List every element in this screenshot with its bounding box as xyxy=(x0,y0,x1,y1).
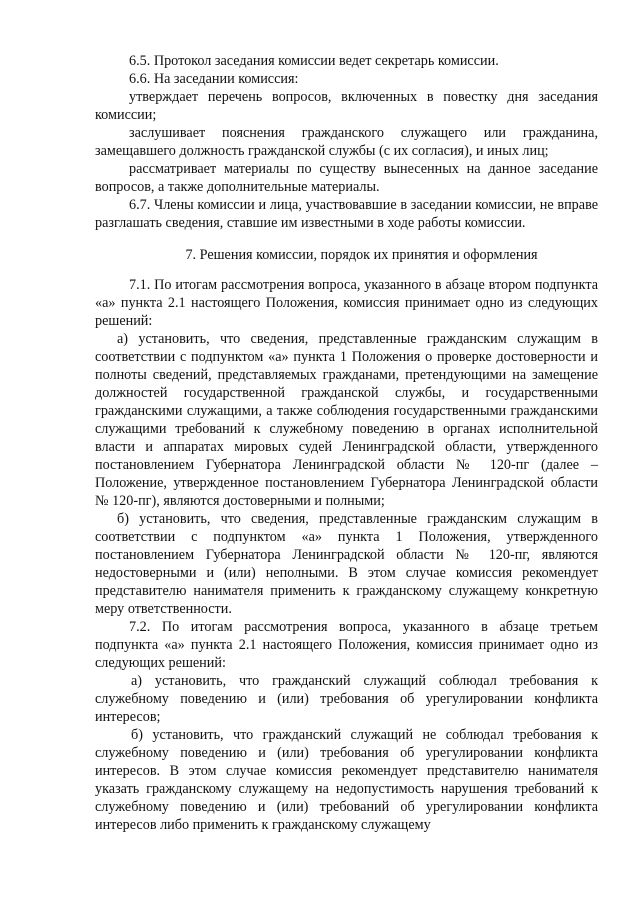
document-body xyxy=(95,52,598,834)
paragraph-7-2: 7.2. По итогам рассмотрения вопроса, указанного в абзаце третьем подпункта «а» пункта 2.1 настоящего Положения, комиссия принимает одно из следующих решений: xyxy=(95,619,598,671)
paragraph-6-6-item-b: заслушивает пояснения гражданского служащего или гражданина, замещавшего должность гражданской службы (с их согласия), и иных лиц; xyxy=(95,125,598,159)
paragraph-6-7: 6.7. Члены комиссии и лица, участвовавшие в заседании комиссии, не вправе разглашать сведения, ставшие им известными в ходе работы комиссии. xyxy=(95,197,598,231)
paragraph-6-6: 6.6. На заседании комиссия: xyxy=(129,71,299,87)
section-7-heading: 7. Решения комиссии, порядок их принятия и оформления xyxy=(185,247,538,263)
paragraph-7-2-item-a: а) установить, что гражданский служащий соблюдал требования к служебному поведению и (или) требования об урегулировании конфликта интересов; xyxy=(95,673,598,725)
paragraph-6-6-item-a: утверждает перечень вопросов, включенных в повестку дня заседания комиссии; xyxy=(95,89,598,123)
paragraph-7-2-item-b: б) установить, что гражданский служащий не соблюдал требования к служебному поведению и (или) требования об урегулировании конфликта интересов. В этом случае комиссия рекомендует представителю нанимателя указать гражданскому служащему на недопустимость нарушения требований к служебному поведению и (или) требований об урегулировании конфликта интересов либо применить к гражданскому служащему xyxy=(95,727,598,833)
paragraph-7-1: 7.1. По итогам рассмотрения вопроса, указанного в абзаце втором подпункта «а» пункта 2.1 настоящего Положения, комиссия принимает одно из следующих решений: xyxy=(95,277,598,329)
paragraph-6-5: 6.5. Протокол заседания комиссии ведет секретарь комиссии. xyxy=(129,53,499,69)
paragraph-7-1-item-a: а) установить, что сведения, представленные гражданским служащим в соответствии с подпунктом «а» пункта 1 Положения о проверке достоверности и полноты сведений, представляемых гражданами, претендующими на замещение должностей государственной гражданской службы, и государственными гражданскими служащими, а также соблюдения государственными гражданскими служащими требований к служебному поведению в органах исполнительной власти и аппаратах мировых судей Ленинградской области, утвержденного постановлением Губернатора Ленинградской области № 120-пг (далее – Положение, утвержденное постановлением Губернатора Ленинградской области № 120-пг), являются достоверными и полными; xyxy=(95,331,598,509)
paragraph-6-6-item-c: рассматривает материалы по существу вынесенных на данное заседание вопросов, а также дополнительные материалы. xyxy=(95,161,598,195)
paragraph-7-1-item-b: б) установить, что сведения, представленные гражданским служащим в соответствии с подпунктом «а» пункта 1 Положения, утвержденного постановлением Губернатора Ленинградской области № 120-пг, являются недостоверными и (или) неполными. В этом случае комиссия рекомендует представителю нанимателя применить к гражданскому служащему конкретную меру ответственности. xyxy=(95,511,598,617)
